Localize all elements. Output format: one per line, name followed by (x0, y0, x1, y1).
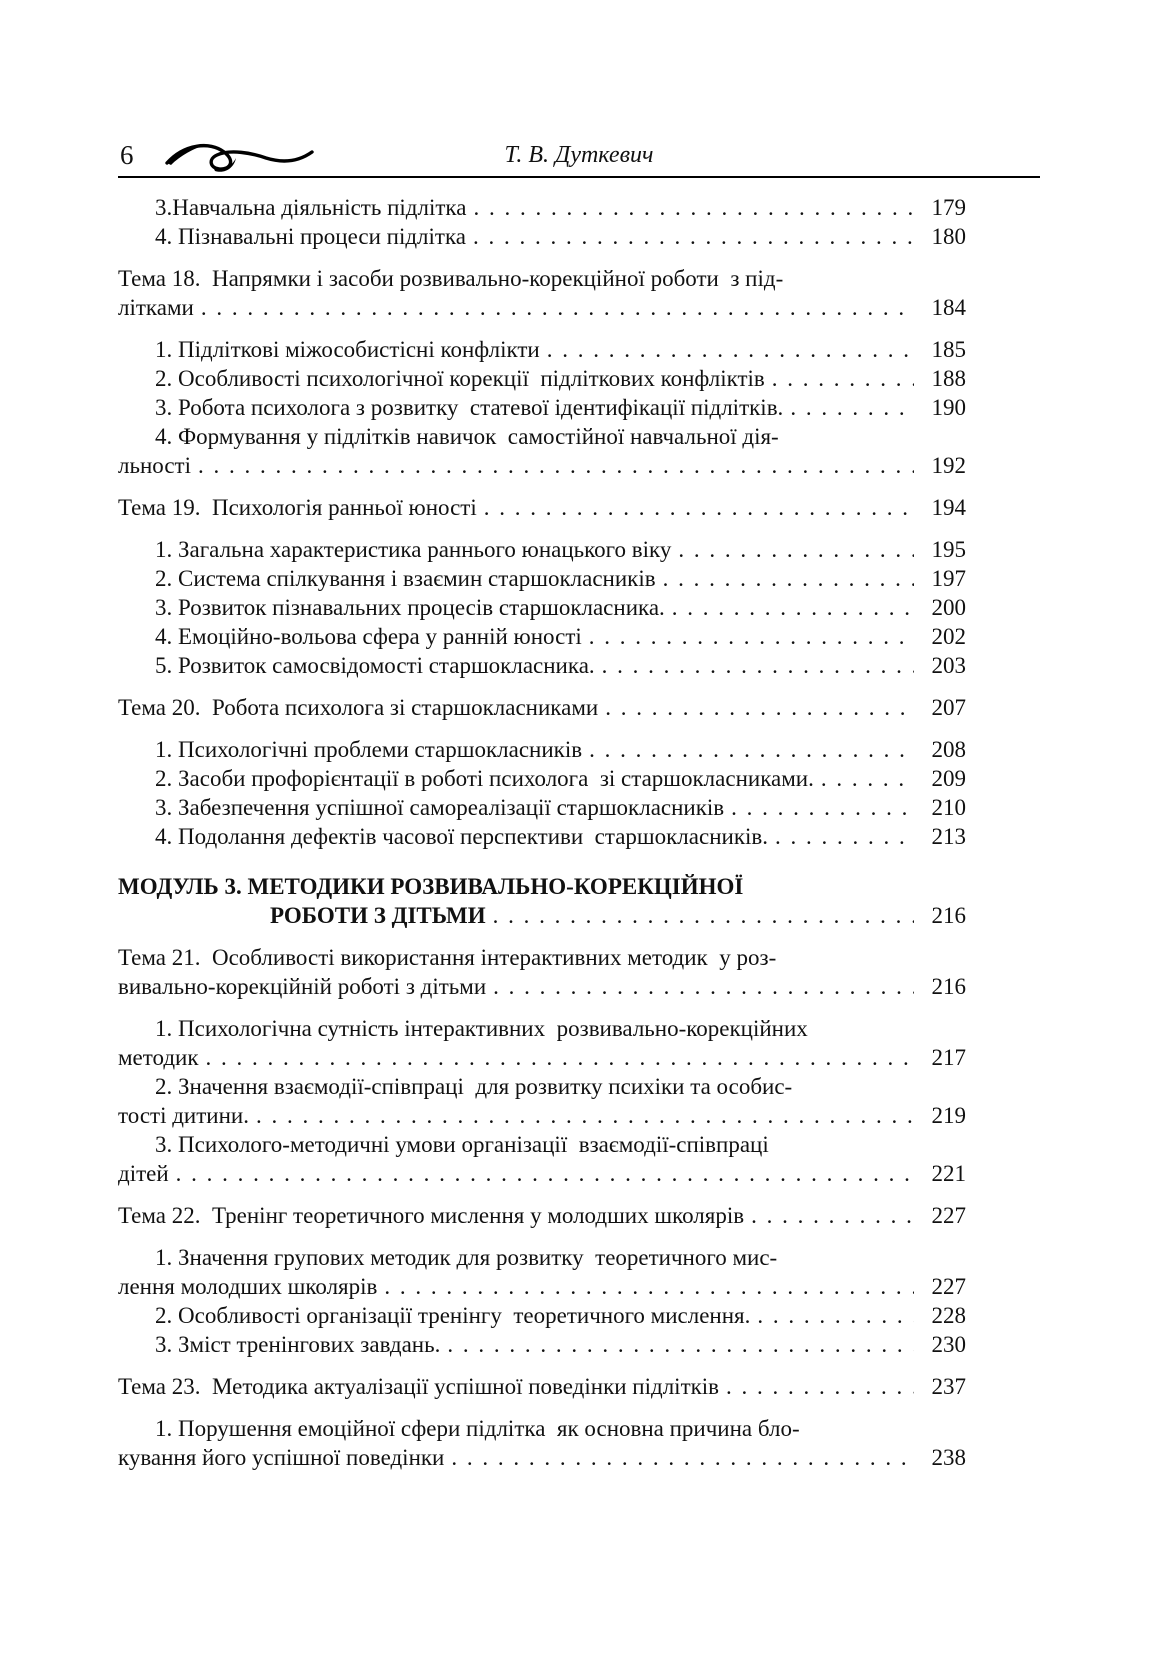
toc-entry-title: 3. Розвиток пізнавальних процесів старшокласника. (155, 595, 665, 620)
running-head-author: Т. В. Дуткевич (504, 142, 654, 168)
toc-entry-line-last (118, 1372, 966, 1401)
toc-entry-line-last (118, 293, 966, 322)
toc-entry (118, 735, 966, 764)
toc-entry-title: 4. Подолання дефектів часової перспективи старшокласників. (155, 824, 768, 849)
dot-leader (451, 1443, 914, 1472)
toc-entry-line: 1. Значення групових методик для розвитку теоретичного мис- (155, 1245, 778, 1270)
toc-entry-line-last (118, 1301, 966, 1330)
toc-entry-line-last (118, 651, 966, 680)
toc-page-number: 185 (931, 337, 966, 362)
toc-page-number: 216 (931, 903, 966, 928)
toc-page-number: 180 (931, 224, 966, 249)
toc-page-number: 209 (931, 766, 966, 791)
dot-leader (678, 535, 914, 564)
toc-entry-line-last (118, 335, 966, 364)
toc-entry (118, 264, 966, 322)
toc-entry (118, 1130, 966, 1188)
toc-page-number: 210 (931, 795, 966, 820)
toc-entry (118, 364, 966, 393)
toc-entry-title: методик (118, 1045, 199, 1070)
toc-entry-line-last (118, 451, 966, 480)
toc-entry (118, 1201, 966, 1230)
toc-entry-title: 3. Зміст тренінгових завдань. (155, 1332, 441, 1357)
toc-entry-line-last (118, 593, 966, 622)
toc-entry-title: Тема 20. Робота психолога зі старшокласниками (118, 695, 599, 720)
toc-entry (118, 535, 966, 564)
dot-leader (751, 1201, 914, 1230)
toc-page-number: 217 (931, 1045, 966, 1070)
toc-page-number: 192 (931, 453, 966, 478)
toc-entry-title: 1. Психологічні проблеми старшокласників (155, 737, 583, 762)
toc-entry (118, 872, 966, 930)
toc-entry-line-last (118, 1201, 966, 1230)
dot-leader (198, 451, 914, 480)
toc-entry (118, 1243, 966, 1301)
toc-entry-line-last (118, 193, 966, 222)
toc-entry-title: 2. Особливості організації тренінгу теоретичного мислення. (155, 1303, 751, 1328)
dot-leader (602, 651, 914, 680)
toc-entry (118, 693, 966, 722)
toc-entry-title: РОБОТИ З ДІТЬМИ (270, 903, 486, 928)
toc-entry-title: лення молодших школярів (118, 1274, 378, 1299)
toc-entry (118, 422, 966, 480)
toc-entry-line: Тема 21. Особливості використання інтерактивних методик у роз- (118, 945, 777, 970)
toc-entry (118, 222, 966, 251)
toc-page-number: 188 (931, 366, 966, 391)
toc-entry-line-last (118, 1272, 966, 1301)
toc-entry-line-last (118, 735, 966, 764)
toc-entry-title: 1. Підліткові міжособистісні конфлікти (155, 337, 540, 362)
toc-entry-line-last (118, 393, 966, 422)
toc-page-number: 230 (931, 1332, 966, 1357)
toc-entry-title: тості дитини. (118, 1103, 249, 1128)
toc-entry (118, 764, 966, 793)
toc-entry-line-last (118, 793, 966, 822)
dot-leader (176, 1159, 914, 1188)
toc-entry (118, 335, 966, 364)
dot-leader (589, 622, 914, 651)
dot-leader (201, 293, 914, 322)
toc-entry-title: 2. Система спілкування і взаємин старшокласників (155, 566, 656, 591)
toc-entry-title: вивально-корекційній роботі з дітьми (118, 974, 487, 999)
toc-page-number: 213 (931, 824, 966, 849)
toc-page-number: 221 (931, 1161, 966, 1186)
dot-leader (256, 1101, 914, 1130)
toc-entry-line: 1. Психологічна сутність інтерактивних розвивально-корекційних (155, 1016, 808, 1041)
toc-page-number: 228 (931, 1303, 966, 1328)
toc-entry (118, 822, 966, 851)
toc-entry (118, 1372, 966, 1401)
dot-leader (772, 364, 914, 393)
dot-leader (821, 764, 914, 793)
toc-entry-title: 4. Пізнавальні процеси підлітка (155, 224, 467, 249)
toc-entry (118, 564, 966, 593)
toc-entry-title: Тема 19. Психологія ранньої юності (118, 495, 477, 520)
toc-page-number: 227 (931, 1203, 966, 1228)
toc-page-number: 208 (931, 737, 966, 762)
toc-entry (118, 622, 966, 651)
toc-page-number: 197 (931, 566, 966, 591)
toc-entry-line-last (118, 222, 966, 251)
toc-entry-line-last (118, 764, 966, 793)
toc-entry (118, 943, 966, 1001)
page-header (118, 130, 1040, 178)
toc-entry (118, 593, 966, 622)
toc-entry (118, 493, 966, 522)
toc-entry-line-last (118, 1443, 966, 1472)
toc-entry (118, 1072, 966, 1130)
toc-page-number: 238 (931, 1445, 966, 1470)
page-number: 6 (120, 140, 134, 170)
toc-entry-line-last (118, 364, 966, 393)
toc-entry-line-last (118, 693, 966, 722)
dot-leader (447, 1330, 914, 1359)
toc-entry (118, 651, 966, 680)
toc-list (118, 193, 966, 1472)
dot-leader (473, 222, 914, 251)
toc-entry (118, 1330, 966, 1359)
toc-entry (118, 1414, 966, 1472)
toc-entry-title: 5. Розвиток самосвідомості старшокласника. (155, 653, 595, 678)
toc-entry-line-last (118, 1101, 966, 1130)
dot-leader (384, 1272, 914, 1301)
toc-entry-title: Тема 22. Тренінг теоретичного мислення у молодших школярів (118, 1203, 745, 1228)
toc-page-number: 202 (931, 624, 966, 649)
toc-entry-title: Тема 23. Методика актуалізації успішної поведінки підлітків (118, 1374, 720, 1399)
toc-entry-line-last (118, 822, 966, 851)
toc-entry-line-last (118, 493, 966, 522)
toc-page-number: 179 (931, 195, 966, 220)
toc-entry (118, 193, 966, 222)
dot-leader (790, 393, 914, 422)
toc-entry-line-last (118, 564, 966, 593)
toc-page-number: 190 (931, 395, 966, 420)
toc-page-number: 195 (931, 537, 966, 562)
toc-entry-line-last (118, 1159, 966, 1188)
toc-entry-title: 4. Емоційно-вольова сфера у ранній юності (155, 624, 582, 649)
toc-page-number: 194 (931, 495, 966, 520)
toc-entry-line: Тема 18. Напрямки і засоби розвивально-корекційної роботи з під- (118, 266, 784, 291)
toc-entry-title: 1. Загальна характеристика раннього юнацького віку (155, 537, 672, 562)
toc-entry-line: МОДУЛЬ 3. МЕТОДИКИ РОЗВИВАЛЬНО-КОРЕКЦІЙНОЇ (118, 874, 744, 899)
dot-leader (493, 901, 914, 930)
toc-entry-line-last (118, 901, 966, 930)
toc-entry (118, 1301, 966, 1330)
toc-entry (118, 393, 966, 422)
toc-entry-line-last (118, 1043, 966, 1072)
toc-entry-line-last (118, 1330, 966, 1359)
toc-entry-title: літками (118, 295, 194, 320)
toc-entry-title: 2. Засоби профорієнтації в роботі психолога зі старшокласниками. (155, 766, 814, 791)
toc-entry-line-last (118, 622, 966, 651)
toc-entry-title: 2. Особливості психологічної корекції підліткових конфліктів (155, 366, 765, 391)
dot-leader (589, 735, 914, 764)
dot-leader (605, 693, 914, 722)
dot-leader (547, 335, 914, 364)
toc-entry-title: 3. Робота психолога з розвитку статевої ідентифікації підлітків. (155, 395, 784, 420)
toc-page-number: 207 (931, 695, 966, 720)
toc-entry-line: 1. Порушення емоційної сфери підлітка як основна причина бло- (155, 1416, 800, 1441)
toc-page-number: 227 (931, 1274, 966, 1299)
toc-entry-title: 3.Навчальна діяльність підлітка (155, 195, 467, 220)
dot-leader (473, 193, 914, 222)
dot-leader (493, 972, 914, 1001)
toc-entry-title: льності (118, 453, 191, 478)
toc-entry-line: 4. Формування у підлітків навичок самостійної навчальної дія- (155, 424, 779, 449)
dot-leader (206, 1043, 914, 1072)
toc-entry-title: кування його успішної поведінки (118, 1445, 445, 1470)
toc-page-number: 184 (931, 295, 966, 320)
toc-page-number: 200 (931, 595, 966, 620)
dot-leader (663, 564, 914, 593)
toc-entry-title: дітей (118, 1161, 169, 1186)
toc-entry-line-last (118, 972, 966, 1001)
toc-entry-title: 3. Забезпечення успішної самореалізації старшокласників (155, 795, 725, 820)
toc-entry (118, 793, 966, 822)
dot-leader (726, 1372, 914, 1401)
dot-leader (731, 793, 914, 822)
dot-leader (775, 822, 914, 851)
toc-entry (118, 1014, 966, 1072)
dot-leader (672, 593, 914, 622)
toc-page-number: 203 (931, 653, 966, 678)
toc-page-number: 237 (931, 1374, 966, 1399)
dot-leader (484, 493, 914, 522)
toc-entry-line: 3. Психолого-методичні умови організації взаємодії-співпраці (155, 1132, 769, 1157)
dot-leader (757, 1301, 914, 1330)
toc-page-number: 219 (931, 1103, 966, 1128)
toc-page-number: 216 (931, 974, 966, 999)
toc-entry-line: 2. Значення взаємодії-співпраці для розвитку психіки та особис- (155, 1074, 793, 1099)
toc-entry-line-last (118, 535, 966, 564)
